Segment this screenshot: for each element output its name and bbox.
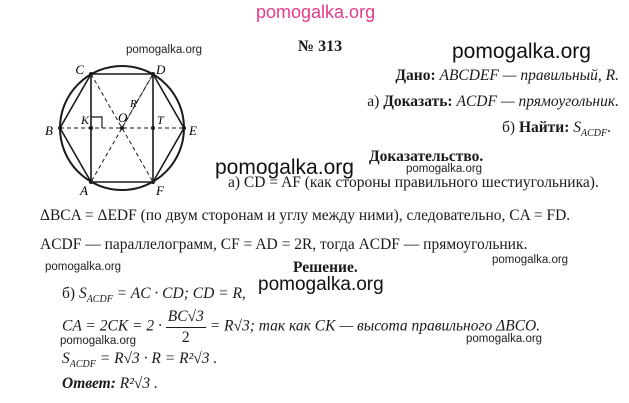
watermark: pomogalka.org [215, 156, 354, 179]
watermark: pomogalka.org [406, 163, 483, 175]
watermark: pomogalka.org [60, 335, 137, 347]
label-t: T [157, 113, 164, 127]
prove-line: а) Доказать: ACDF — прямоугольник. [367, 93, 619, 110]
watermark: pomogalka.org [452, 40, 591, 63]
watermark: pomogalka.org [466, 333, 543, 345]
solution-line-1: б) $S_{ACDF}$ = AC · CD; CD = R, [62, 285, 246, 306]
proof-line-3: ACDF — параллелограмм, CF = AD = 2R, тогда ACDF — прямоугольник. [40, 236, 528, 253]
hexagon-figure [0, 0, 240, 200]
label-k: K [81, 113, 90, 127]
label-f: F [156, 183, 164, 198]
watermark: pomogalka.org [126, 44, 203, 56]
label-o: O [118, 110, 128, 125]
label-d: D [156, 62, 166, 77]
fraction: $\frac{BC√3}{2}$ [167, 308, 204, 346]
right-angle-mark [91, 117, 102, 128]
problem-number: № 313 [298, 38, 343, 55]
proof-line-1: а) CD = AF (как стороны правильного шестиугольника). [228, 174, 599, 191]
proof-line-2: ΔBCA = ΔEDF (по двум сторонам и углу между ними), следовательно, CA = FD. [40, 207, 571, 224]
solution-line-3: $S_{ACDF} = R√3 \cdot R = R^2√3$ . [62, 350, 218, 371]
watermark: pomogalka.org [492, 254, 569, 266]
solution-line-2: CA = 2CK = 2 · $\frac{BC√3}{2}$ = R√3; так как CK — высота правильного ΔBCO. [62, 308, 541, 346]
watermark: pomogalka.org [258, 274, 384, 295]
proof-heading: Доказательство. [369, 148, 484, 165]
given-line: Дано: ABCDEF — правильный, R. [395, 67, 619, 84]
find-line: б) Найти: $S_{ACDF}$. [502, 119, 611, 140]
answer-line: Ответ: R²√3 . [62, 375, 158, 392]
solution-heading: Решение. [293, 259, 358, 276]
label-a: A [80, 183, 88, 198]
label-b: B [45, 123, 53, 138]
label-c: C [75, 62, 84, 77]
label-e: E [189, 123, 197, 138]
watermark-top: pomogalka.org [256, 2, 376, 22]
watermark: pomogalka.org [45, 261, 122, 273]
label-r: R [130, 98, 137, 110]
